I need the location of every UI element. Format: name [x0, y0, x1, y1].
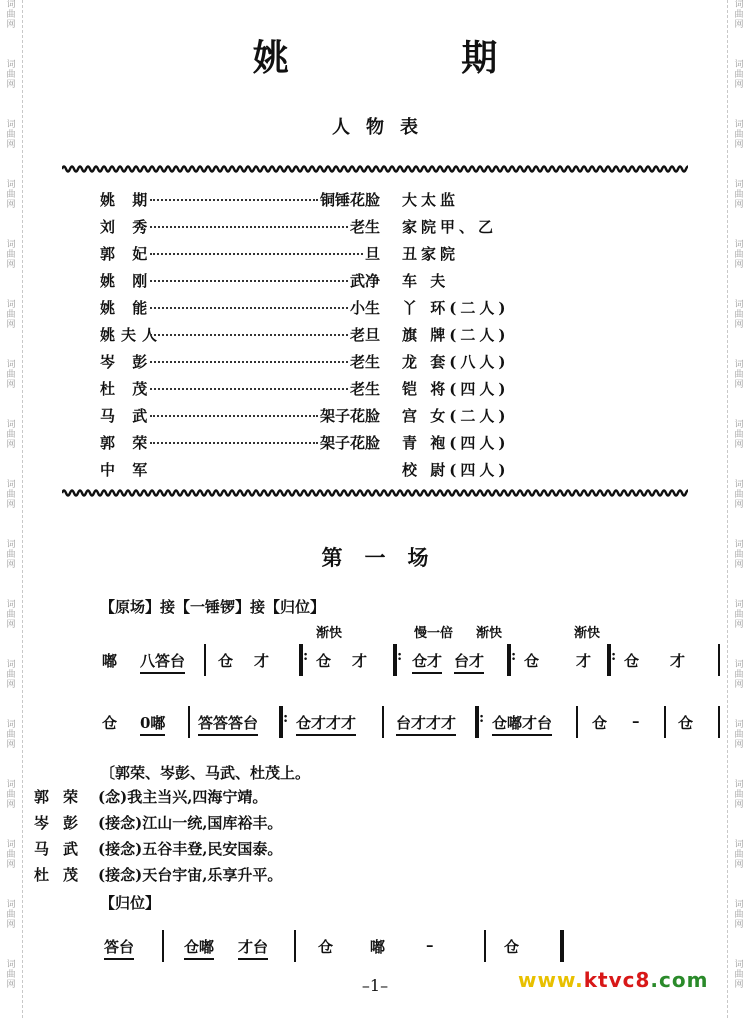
cast-row — [100, 267, 520, 294]
watermark-glyph: 词 — [6, 60, 16, 70]
role-cell — [100, 378, 380, 399]
watermark-glyph: 曲 — [734, 250, 744, 260]
character-name: 中 军 — [100, 461, 154, 479]
percussion-syllable: 仓嘟 — [184, 936, 214, 960]
watermark-glyph: 曲 — [734, 130, 744, 140]
watermark-glyph: 词 — [734, 780, 744, 790]
leader-dots — [150, 243, 363, 255]
percussion-syllable: 八答台 — [140, 650, 185, 674]
repeat-barline — [504, 644, 514, 676]
wavy-divider-top — [62, 164, 688, 174]
character-name: 刘 秀 — [100, 218, 154, 236]
extra-role: 家院甲、乙 — [402, 218, 498, 236]
barline — [718, 644, 720, 676]
watermark-mark — [6, 720, 15, 750]
watermark-glyph: 词 — [6, 840, 16, 850]
watermark-mark — [734, 180, 743, 210]
percussion-syllable: 仓 — [218, 652, 234, 670]
watermark-glyph: 词 — [734, 900, 744, 910]
spoken-line: (接念)江山一统,国库裕丰。 — [98, 814, 283, 832]
watermark-mark — [6, 780, 15, 810]
watermark-glyph: 网 — [6, 620, 16, 630]
watermark-glyph: 网 — [734, 20, 744, 30]
watermark-glyph: 词 — [6, 900, 16, 910]
barline — [718, 706, 720, 738]
watermark-glyph: 词 — [6, 660, 16, 670]
watermark-glyph: 网 — [6, 140, 16, 150]
watermark-glyph: 网 — [734, 980, 744, 990]
watermark-glyph: 词 — [6, 420, 16, 430]
percussion-syllable: 仓 — [102, 714, 118, 732]
role-type: 老生 — [349, 218, 380, 236]
watermark-glyph: 词 — [6, 540, 16, 550]
watermark-glyph: 词 — [734, 180, 744, 190]
watermark-mark — [6, 0, 15, 30]
extra-role: 青 袍(四人) — [402, 434, 510, 452]
watermark-glyph: 网 — [734, 260, 744, 270]
percussion-syllable: 答答答台 — [198, 712, 258, 736]
watermark-glyph: 曲 — [734, 670, 744, 680]
watermark-mark — [734, 240, 743, 270]
watermark-glyph: 词 — [6, 720, 16, 730]
logo-part: www. — [518, 968, 584, 992]
watermark-glyph: 词 — [6, 240, 16, 250]
watermark-glyph: 曲 — [6, 550, 16, 560]
watermark-glyph: 曲 — [6, 790, 16, 800]
site-logo — [518, 968, 708, 992]
watermark-glyph: 网 — [6, 980, 16, 990]
watermark-glyph: 网 — [6, 920, 16, 930]
percussion-syllable: 才 — [576, 652, 592, 670]
cast-table — [100, 186, 520, 483]
percussion-syllable: 仓 — [678, 714, 694, 732]
watermark-mark — [734, 300, 743, 330]
leader-dots — [150, 189, 318, 201]
role-cell — [100, 243, 380, 264]
watermark-glyph: 词 — [734, 300, 744, 310]
watermark-glyph: 曲 — [6, 250, 16, 260]
percussion-syllable: 仓 — [624, 652, 640, 670]
logo-part: .com — [650, 968, 709, 992]
character-name: 姚 刚 — [100, 272, 154, 290]
watermark-mark — [6, 660, 15, 690]
watermark-glyph: 曲 — [734, 550, 744, 560]
watermark-mark — [734, 480, 743, 510]
percussion-syllable: 台才 — [454, 650, 484, 674]
role-type: 老生 — [349, 380, 380, 398]
watermark-mark — [734, 840, 743, 870]
watermark-mark — [6, 360, 15, 390]
cast-list-heading: 人物表 — [332, 117, 434, 138]
extra-role: 车 夫 — [402, 272, 450, 290]
percussion-syllable: 才台 — [238, 936, 268, 960]
stage-direction: 〔郭荣、岑彭、马武、杜茂上。 — [100, 764, 311, 782]
watermark-glyph: 网 — [734, 860, 744, 870]
watermark-glyph: 网 — [6, 860, 16, 870]
watermark-glyph: 网 — [6, 440, 16, 450]
watermark-glyph: 曲 — [6, 370, 16, 380]
extra-role: 旗 牌(二人) — [402, 326, 510, 344]
watermark-glyph: 曲 — [734, 910, 744, 920]
watermark-glyph: 曲 — [6, 310, 16, 320]
tempo-mark: 渐快 — [476, 626, 503, 641]
barline — [382, 706, 384, 738]
watermark-glyph: 词 — [734, 360, 744, 370]
speaker-name: 杜茂 — [34, 866, 93, 884]
watermark-glyph: 曲 — [734, 490, 744, 500]
watermark-glyph: 曲 — [734, 370, 744, 380]
percussion-line — [100, 926, 724, 966]
role-type: 架子花脸 — [319, 434, 380, 452]
barline — [576, 706, 578, 738]
watermark-glyph: 网 — [734, 320, 744, 330]
role-cell — [100, 324, 380, 345]
watermark-glyph: 曲 — [734, 610, 744, 620]
role-cell — [100, 405, 380, 426]
extra-role: 大太监 — [402, 191, 460, 209]
dialogue-line — [34, 838, 634, 864]
watermark-glyph: 网 — [734, 500, 744, 510]
watermark-strip-left — [0, 0, 23, 1018]
percussion-syllable: 仓嘟才台 — [492, 712, 552, 736]
barline — [162, 930, 164, 962]
watermark-glyph: 词 — [734, 0, 744, 10]
page-title: 姚 期 — [252, 37, 578, 79]
watermark-glyph: 网 — [6, 200, 16, 210]
tempo-mark: 渐快 — [574, 626, 601, 641]
cast-row — [100, 402, 520, 429]
cast-row — [100, 240, 520, 267]
leader-dots — [150, 216, 348, 228]
watermark-mark — [6, 900, 15, 930]
percussion-syllable: 仓 — [592, 714, 608, 732]
watermark-glyph: 网 — [6, 500, 16, 510]
leader-dots — [150, 270, 348, 282]
character-name: 姚夫人 — [100, 326, 164, 344]
role-cell — [100, 216, 380, 237]
watermark-glyph: 词 — [734, 600, 744, 610]
speaker-name: 郭荣 — [34, 788, 93, 806]
watermark-glyph: 网 — [6, 560, 16, 570]
watermark-glyph: 曲 — [6, 130, 16, 140]
watermark-glyph: 曲 — [6, 10, 16, 20]
watermark-glyph: 曲 — [6, 670, 16, 680]
watermark-glyph: 网 — [734, 80, 744, 90]
watermark-glyph: 词 — [6, 600, 16, 610]
scene-title: 第一场 — [321, 545, 451, 570]
watermark-glyph: 词 — [6, 780, 16, 790]
watermark-glyph: 词 — [734, 480, 744, 490]
watermark-glyph: 词 — [734, 660, 744, 670]
logo-part: ktvc8 — [583, 968, 651, 992]
watermark-glyph: 曲 — [6, 430, 16, 440]
watermark-glyph: 网 — [6, 680, 16, 690]
percussion-syllable: – — [426, 936, 434, 954]
watermark-glyph: 曲 — [6, 190, 16, 200]
barline — [664, 706, 666, 738]
watermark-glyph: 词 — [734, 720, 744, 730]
watermark-glyph: 曲 — [734, 70, 744, 80]
watermark-mark — [6, 180, 15, 210]
spoken-line: (念)我主当兴,四海宁靖。 — [98, 788, 268, 806]
watermark-mark — [734, 780, 743, 810]
watermark-mark — [734, 660, 743, 690]
percussion-syllable: 嘟 — [102, 652, 118, 670]
watermark-glyph: 词 — [6, 480, 16, 490]
role-cell — [100, 189, 380, 210]
watermark-glyph: 曲 — [734, 790, 744, 800]
watermark-glyph: 词 — [6, 300, 16, 310]
watermark-glyph: 网 — [734, 440, 744, 450]
extra-role: 丫 环(二人) — [402, 299, 510, 317]
percussion-syllable: 仓才才才 — [296, 712, 356, 736]
extra-role: 铠 将(四人) — [402, 380, 510, 398]
watermark-glyph: 词 — [6, 360, 16, 370]
repeat-barline — [472, 706, 482, 738]
watermark-mark — [6, 420, 15, 450]
watermark-glyph: 词 — [734, 60, 744, 70]
watermark-glyph: 曲 — [6, 70, 16, 80]
watermark-glyph: 网 — [6, 80, 16, 90]
watermark-glyph: 网 — [734, 380, 744, 390]
role-type: 老旦 — [349, 326, 380, 344]
repeat-barline — [390, 644, 400, 676]
watermark-glyph: 网 — [6, 800, 16, 810]
watermark-glyph: 网 — [734, 200, 744, 210]
percussion-line — [100, 640, 724, 680]
watermark-glyph: 词 — [734, 960, 744, 970]
watermark-glyph: 曲 — [734, 190, 744, 200]
role-cell — [100, 297, 380, 318]
watermark-glyph: 词 — [734, 540, 744, 550]
music-cue: 【原场】接【一锤锣】接【归位】 — [100, 598, 326, 616]
repeat-barline — [296, 644, 306, 676]
percussion-syllable: 仓 — [318, 938, 334, 956]
barline — [188, 706, 190, 738]
cast-row — [100, 294, 520, 321]
extra-role: 宫 女(二人) — [402, 407, 510, 425]
watermark-glyph: 网 — [6, 20, 16, 30]
cast-row — [100, 186, 520, 213]
spoken-line: (接念)天台宇宙,乐享升平。 — [98, 866, 283, 884]
music-cue: 【归位】 — [100, 894, 161, 912]
watermark-glyph: 曲 — [734, 850, 744, 860]
repeat-barline — [604, 644, 614, 676]
cast-row — [100, 456, 520, 483]
watermark-mark — [734, 0, 743, 30]
percussion-syllable: 才 — [254, 652, 270, 670]
role-cell — [100, 270, 380, 291]
watermark-glyph: 曲 — [734, 970, 744, 980]
extra-role: 丑家院 — [402, 245, 460, 263]
percussion-syllable: 嘟 — [370, 938, 386, 956]
watermark-mark — [734, 360, 743, 390]
extra-role: 校 尉(四人) — [402, 461, 510, 479]
watermark-glyph: 网 — [6, 380, 16, 390]
watermark-glyph: 词 — [734, 840, 744, 850]
spoken-line: (接念)五谷丰登,民安国泰。 — [98, 840, 283, 858]
character-name: 杜 茂 — [100, 380, 154, 398]
percussion-syllable: – — [632, 712, 640, 730]
leader-dots — [150, 351, 348, 363]
watermark-glyph: 网 — [734, 800, 744, 810]
percussion-syllable: 仓 — [504, 938, 520, 956]
percussion-line — [100, 702, 724, 742]
percussion-syllable: 才 — [670, 652, 686, 670]
watermark-glyph: 曲 — [6, 850, 16, 860]
watermark-glyph: 曲 — [6, 970, 16, 980]
watermark-mark — [734, 600, 743, 630]
watermark-mark — [6, 840, 15, 870]
watermark-glyph: 曲 — [734, 310, 744, 320]
watermark-glyph: 词 — [6, 960, 16, 970]
watermark-glyph: 曲 — [734, 10, 744, 20]
percussion-syllable: 仓 — [316, 652, 332, 670]
role-type: 老生 — [349, 353, 380, 371]
role-type: 旦 — [364, 245, 380, 263]
watermark-glyph: 曲 — [6, 910, 16, 920]
watermark-glyph: 网 — [734, 620, 744, 630]
tempo-mark: 渐快 — [316, 626, 343, 641]
watermark-glyph: 网 — [734, 680, 744, 690]
watermark-glyph: 词 — [6, 0, 16, 10]
watermark-mark — [6, 300, 15, 330]
watermark-mark — [6, 600, 15, 630]
percussion-syllable: 答台 — [104, 936, 134, 960]
cast-row — [100, 429, 520, 456]
barline — [294, 930, 296, 962]
watermark-glyph: 词 — [6, 120, 16, 130]
watermark-mark — [734, 720, 743, 750]
cast-row — [100, 348, 520, 375]
tempo-mark: 慢一倍 — [414, 626, 454, 641]
role-type: 武净 — [349, 272, 380, 290]
percussion-syllable: 才 — [352, 652, 368, 670]
role-cell — [100, 432, 380, 453]
watermark-glyph: 词 — [734, 240, 744, 250]
speaker-name: 岑彭 — [34, 814, 93, 832]
watermark-glyph: 曲 — [6, 610, 16, 620]
watermark-glyph: 曲 — [734, 430, 744, 440]
percussion-syllable: 仓 — [524, 652, 540, 670]
leader-dots — [150, 432, 318, 444]
watermark-mark — [6, 480, 15, 510]
dialogue-line — [34, 812, 634, 838]
role-type: 架子花脸 — [319, 407, 380, 425]
character-name: 马 武 — [100, 407, 154, 425]
watermark-glyph: 词 — [734, 420, 744, 430]
watermark-glyph: 网 — [734, 920, 744, 930]
barline — [560, 930, 564, 962]
watermark-glyph: 网 — [734, 140, 744, 150]
watermark-mark — [6, 240, 15, 270]
dialogue-line — [34, 786, 634, 812]
leader-dots — [150, 378, 348, 390]
watermark-glyph: 网 — [6, 740, 16, 750]
percussion-syllable: 台才才才 — [396, 712, 456, 736]
leader-dots — [150, 324, 348, 336]
watermark-mark — [734, 900, 743, 930]
watermark-mark — [734, 420, 743, 450]
page-number: –1– — [361, 976, 389, 995]
role-type: 小生 — [349, 299, 380, 317]
extra-role: 龙 套(八人) — [402, 353, 510, 371]
watermark-glyph: 网 — [734, 560, 744, 570]
character-name: 郭 妃 — [100, 245, 154, 263]
watermark-glyph: 网 — [6, 320, 16, 330]
watermark-glyph: 网 — [734, 740, 744, 750]
role-cell — [100, 459, 380, 480]
watermark-glyph: 曲 — [734, 730, 744, 740]
cast-row — [100, 321, 520, 348]
wavy-divider-bottom — [62, 488, 688, 498]
watermark-glyph: 曲 — [6, 730, 16, 740]
watermark-strip-right — [727, 0, 750, 1018]
cast-row — [100, 213, 520, 240]
barline — [484, 930, 486, 962]
leader-dots — [150, 297, 348, 309]
character-name: 郭 荣 — [100, 434, 154, 452]
watermark-glyph: 词 — [734, 120, 744, 130]
character-name: 姚 能 — [100, 299, 154, 317]
barline — [204, 644, 206, 676]
character-name: 岑 彭 — [100, 353, 154, 371]
watermark-glyph: 词 — [6, 180, 16, 190]
role-type: 铜锤花脸 — [319, 191, 380, 209]
repeat-barline — [276, 706, 286, 738]
role-cell — [100, 351, 380, 372]
cast-row — [100, 375, 520, 402]
watermark-glyph: 网 — [6, 260, 16, 270]
percussion-syllable: 0嘟 — [140, 712, 165, 736]
character-name: 姚 期 — [100, 191, 154, 209]
dialogue-line — [34, 864, 634, 890]
percussion-syllable: 仓才 — [412, 650, 442, 674]
speaker-name: 马武 — [34, 840, 93, 858]
leader-dots — [150, 405, 318, 417]
watermark-glyph: 曲 — [6, 490, 16, 500]
